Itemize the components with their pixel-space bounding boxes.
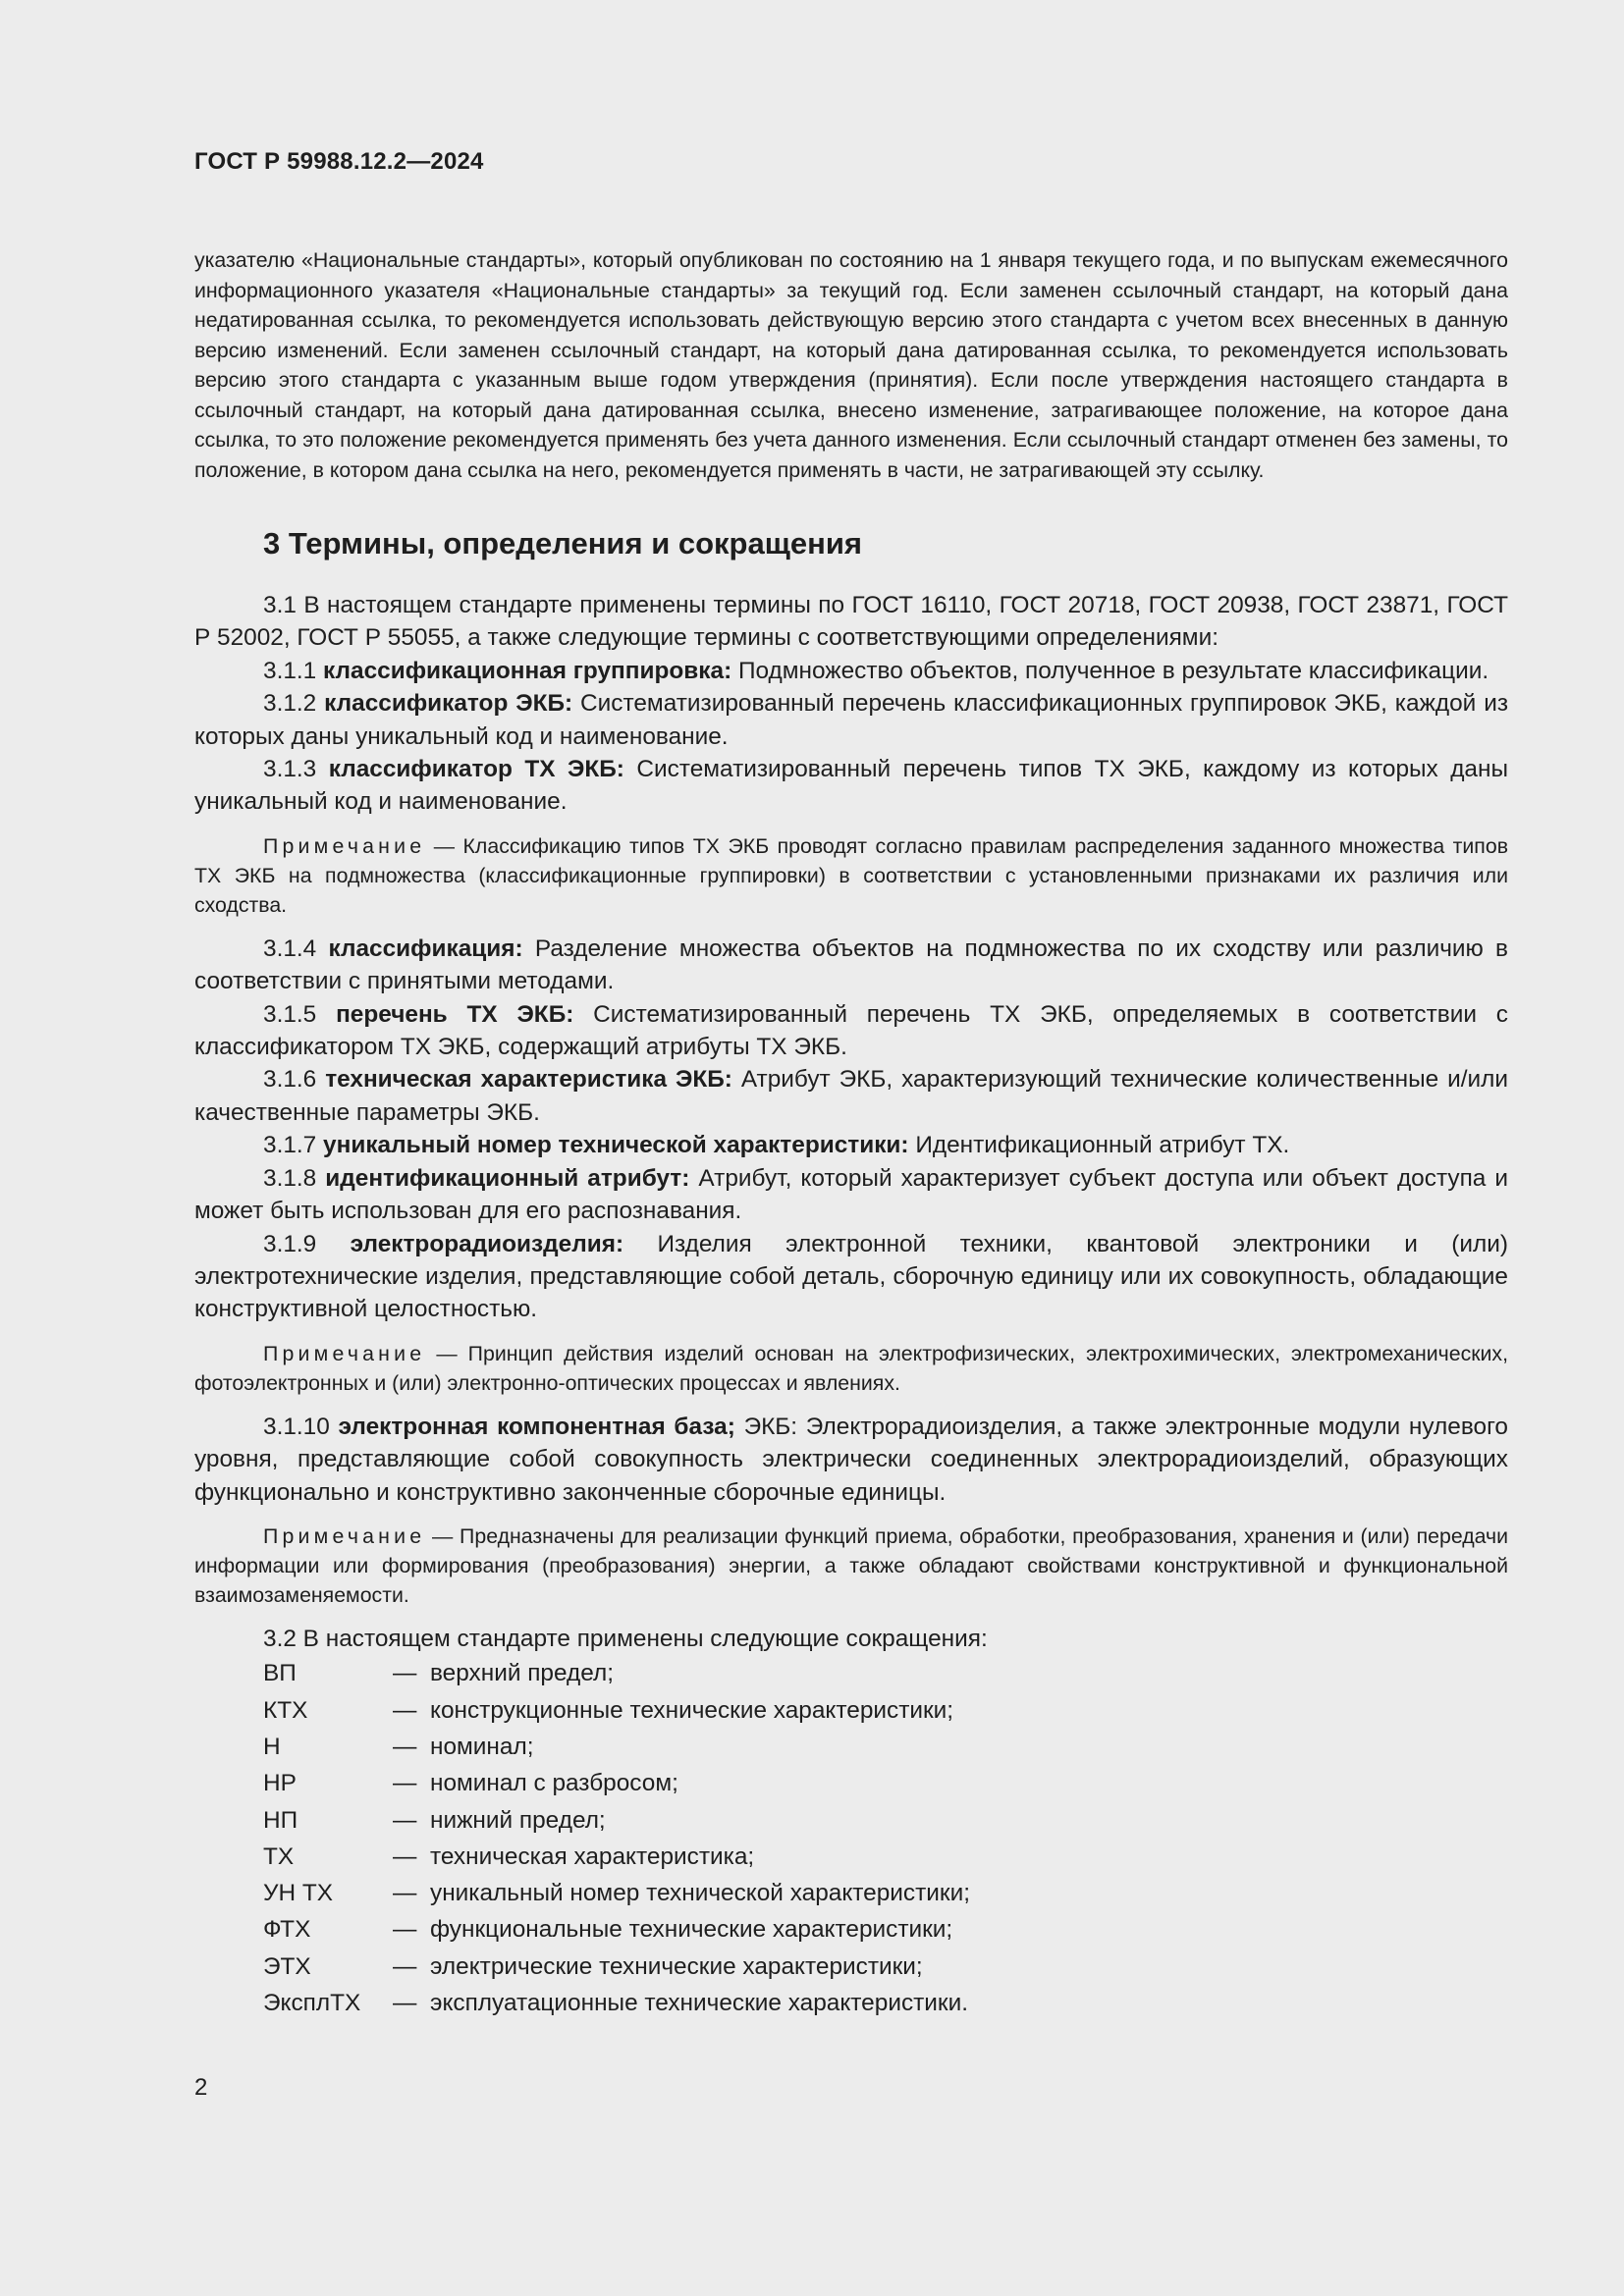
abbreviation-dash: —	[393, 1990, 417, 2017]
note-label: Примечание	[263, 1523, 426, 1548]
term-3-1-4: 3.1.4 классификация: Разделение множества объектов на подмножества по их сходству или различию в соответствии с принятыми методами.	[194, 934, 1509, 995]
note-text: — Классификацию типов ТХ ЭКБ проводят согласно правилам распределения заданного множества типов ТХ ЭКБ на подмножества (классификационные группировки) в соответствии с установленными признаками их различия или сходства.	[194, 833, 1509, 917]
abbreviation-description: конструкционные технические характеристики;	[430, 1696, 954, 1724]
term-definition: Систематизированный перечень классификационных группировок ЭКБ, каждой из которых даны уникальный код и наименование.	[194, 690, 1509, 750]
abbreviation-list	[194, 1655, 1508, 2021]
term-name: классификация:	[328, 934, 523, 962]
term-definition: Идентификационный атрибут ТХ.	[915, 1132, 1290, 1159]
abbreviation-dash: —	[393, 1916, 417, 1944]
page-number: 2	[194, 2074, 208, 2101]
abbreviation-dash: —	[393, 1842, 417, 1870]
document-code-header: ГОСТ Р 59988.12.2—2024	[194, 148, 484, 175]
term-definition: Систематизированный перечень ТХ ЭКБ, определяемых в соответствии с классификатором ТХ ЭКБ, содержащий атрибуты ТХ ЭКБ.	[194, 1000, 1508, 1061]
term-3-1-5: 3.1.5 перечень ТХ ЭКБ: Систематизированный перечень ТХ ЭКБ, определяемых в соответствии с классификатором ТХ ЭКБ, содержащий атрибуты ТХ ЭКБ.	[194, 1000, 1508, 1061]
abbreviation-dash: —	[393, 1660, 417, 1687]
term-3-1-8: 3.1.8 идентификационный атрибут: Атрибут, который характеризует субъект доступа или объект доступа и может быть использован для его распознавания.	[194, 1164, 1509, 1225]
term-definition: Разделение множества объектов на подмножества по их сходству или различию в соответствии с принятыми методами.	[194, 934, 1509, 995]
term-3-1-1: 3.1.1 классификационная группировка: Подмножество объектов, полученное в результате классификации.	[263, 657, 1489, 684]
section-title: 3 Термины, определения и сокращения	[263, 526, 862, 561]
term-definition: Атрибут, который характеризует субъект доступа или объект доступа и может быть использован для его распознавания.	[194, 1164, 1509, 1225]
abbreviation-code: ТХ	[263, 1842, 295, 1870]
term-definition: Атрибут ЭКБ, характеризующий технические количественные и/или качественные параметры ЭКБ.	[194, 1066, 1508, 1126]
abbreviation-code: ВП	[263, 1660, 297, 1687]
paragraph-3-2: 3.2 В настоящем стандарте применены следующие сокращения:	[263, 1625, 988, 1652]
term-name: техническая характеристика ЭКБ:	[325, 1066, 732, 1094]
abbreviation-dash: —	[393, 1952, 417, 1980]
abbreviation-code: НП	[263, 1806, 298, 1834]
term-name: идентификационный атрибут:	[325, 1164, 690, 1192]
abbreviation-description: номинал;	[430, 1733, 534, 1760]
abbreviation-description: техническая характеристика;	[430, 1842, 755, 1870]
term-3-1-3: 3.1.3 классификатор ТХ ЭКБ: Систематизированный перечень типов ТХ ЭКБ, каждому из которых даны уникальный код и наименование.	[194, 756, 1508, 816]
abbreviation-item	[194, 1985, 1508, 2021]
abbreviation-code: ЭТХ	[263, 1952, 311, 1980]
abbreviation-description: уникальный номер технической характеристики;	[430, 1880, 970, 1907]
abbreviation-item	[194, 1875, 1508, 1911]
term-definition: ЭКБ: Электрорадиоизделия, а также электронные модули нулевого уровня, представляющие собой совокупность электрически соединенных электрорадиоизделий, образующих функционально и конструктивно законченные сборочные единицы.	[194, 1413, 1508, 1506]
term-name: классификатор ЭКБ:	[324, 690, 573, 718]
abbreviation-description: функциональные технические характеристики;	[430, 1916, 953, 1944]
term-name: классификатор ТХ ЭКБ:	[328, 756, 624, 783]
abbreviation-item	[194, 1692, 1508, 1729]
term-definition: Подмножество объектов, полученное в результате классификации.	[737, 657, 1489, 684]
note-label: Примечание	[263, 833, 426, 858]
abbreviation-description: номинал с разбросом;	[430, 1770, 678, 1797]
abbreviation-description: эксплуатационные технические характеристики.	[430, 1990, 969, 2017]
abbreviation-item	[194, 1655, 1508, 1691]
term-3-1-10: 3.1.10 электронная компонентная база; ЭКБ: Электрорадиоизделия, а также электронные модули нулевого уровня, представляющие собой совокупность электрически соединенных электрорадиоизделий, образующих функционально и конструктивно законченные сборочные единицы.	[194, 1413, 1508, 1506]
section-body	[194, 589, 1508, 2021]
abbreviation-description: нижний предел;	[430, 1806, 606, 1834]
abbreviation-dash: —	[393, 1880, 417, 1907]
note-3	[194, 1522, 1508, 1610]
term-definition: Изделия электронной техники, квантовой электроники и (или) электротехнические изделия, представляющие собой деталь, сборочную единицу или их совокупность, обладающие конструктивной целостностью.	[194, 1230, 1509, 1323]
term-name: классификационная группировка:	[323, 657, 732, 684]
abbreviation-description: верхний предел;	[430, 1660, 615, 1687]
abbreviation-dash: —	[393, 1696, 417, 1724]
abbreviation-description: электрические технические характеристики;	[430, 1952, 923, 1980]
note-text: — Принцип действия изделий основан на электрофизических, электрохимических, электромеханических, фотоэлектронных и (или) электронно-оптических процессах и явлениях.	[194, 1341, 1509, 1395]
term-3-1-2: 3.1.2 классификатор ЭКБ: Систематизированный перечень классификационных группировок ЭКБ, каждой из которых даны уникальный код и наименование.	[194, 690, 1509, 750]
term-name: электронная компонентная база;	[338, 1413, 735, 1440]
note-label: Примечание	[263, 1341, 426, 1365]
term-name: уникальный номер технической характеристики:	[323, 1132, 909, 1159]
term-name: перечень ТХ ЭКБ:	[336, 1000, 574, 1028]
abbreviation-code: НР	[263, 1770, 297, 1797]
term-3-1-7: 3.1.7 уникальный номер технической характеристики: Идентификационный атрибут ТХ.	[263, 1132, 1290, 1159]
note-text: — Предназначены для реализации функций приема, обработки, преобразования, хранения и (или) передачи информации или формирования (преобразования) энергии, а также обладают свойствами конструктивной и функциональной взаимозаменяемости.	[194, 1523, 1508, 1607]
abbreviation-code: Н	[263, 1733, 281, 1760]
abbreviation-item	[194, 1802, 1508, 1839]
abbreviation-code: КТХ	[263, 1696, 308, 1724]
abbreviation-code: ЭксплТХ	[263, 1990, 361, 2017]
abbreviation-item	[194, 1949, 1508, 1985]
term-3-1-9: 3.1.9 электрорадиоизделия: Изделия электронной техники, квантовой электроники и (или) электротехнические изделия, представляющие собой деталь, сборочную единицу или их совокупность, обладающие конструктивной целостностью.	[194, 1230, 1509, 1323]
abbreviation-item	[194, 1911, 1508, 1948]
abbreviation-item	[194, 1765, 1508, 1801]
note-2	[194, 1339, 1508, 1398]
abbreviation-code: ФТХ	[263, 1916, 311, 1944]
note-1	[194, 831, 1508, 920]
term-3-1-6: 3.1.6 техническая характеристика ЭКБ: Атрибут ЭКБ, характеризующий технические количественные и/или качественные параметры ЭКБ.	[194, 1066, 1508, 1126]
intro-paragraph: указателю «Национальные стандарты», который опубликован по состоянию на 1 января текущего года, и по выпускам ежемесячного информационного указателя «Национальные стандарты» за текущий год. Если заменен ссылочный стандарт, на который дана недатированная ссылка, то рекомендуется использовать действующую версию этого стандарта с учетом всех внесенных в данную версию изменений. Если заменен ссылочный стандарт, на который дана датированная ссылка, то рекомендуется использовать версию этого стандарта с указанным выше годом утверждения (принятия). Если после утверждения настоящего стандарта в ссылочный стандарт, на который дана датированная ссылка, внесено изменение, затрагивающее положение, на которое дана ссылка, то это положение рекомендуется применять без учета данного изменения. Если ссылочный стандарт отменен без замены, то положение, в котором дана ссылка на него, рекомендуется применять в части, не затрагивающей эту ссылку.	[194, 248, 1508, 482]
abbreviation-code: УН ТХ	[263, 1880, 334, 1907]
abbreviation-item	[194, 1839, 1508, 1875]
abbreviation-dash: —	[393, 1733, 417, 1760]
paragraph-3-1: 3.1 В настоящем стандарте применены термины по ГОСТ 16110, ГОСТ 20718, ГОСТ 20938, ГОСТ 23871, ГОСТ Р 52002, ГОСТ Р 55055, а также следующие термины с соответствующими определениями:	[194, 592, 1508, 652]
term-definition: Систематизированный перечень типов ТХ ЭКБ, каждому из которых даны уникальный код и наименование.	[194, 756, 1508, 816]
abbreviation-item	[194, 1729, 1508, 1765]
term-name: электрорадиоизделия:	[350, 1230, 624, 1257]
abbreviation-dash: —	[393, 1770, 417, 1797]
abbreviation-dash: —	[393, 1806, 417, 1834]
